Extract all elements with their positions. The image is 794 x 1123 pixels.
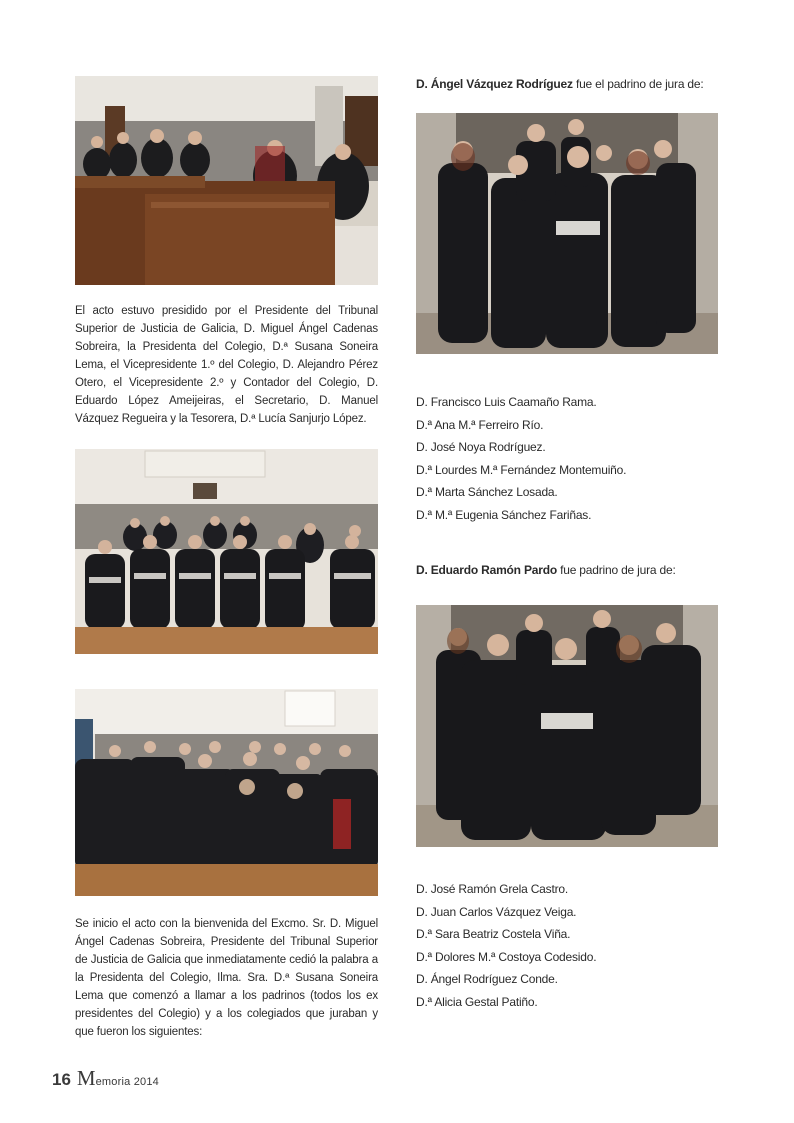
group-2-names (416, 878, 596, 1014)
list-item: D.ª Lourdes M.ª Fernández Montemuiño. (416, 462, 627, 477)
list-item: D. Juan Carlos Vázquez Veiga. (416, 904, 577, 919)
list-item: D. Francisco Luis Caamaño Rama. (416, 395, 597, 409)
heading-padrino-2 (416, 563, 676, 577)
list-item: D.ª Alicia Gestal Patiño. (416, 994, 538, 1009)
paragraph-presidency: El acto estuvo presidido por el Presidente del Tribunal Superior de Justicia de Galicia, D. Miguel Ángel Cadenas Sobreira, la Presidenta del Colegio, D.ª Susana Soneira Lema, el Vicepresidente 1.º del Colegio, D. Alejandro Pérez Otero, el Vicepresidente 2.º y Contador del Colegio, D. Eduardo López Ameijeiras, el Secretario, D. Manuel Vázquez Regueira y la Tesorera, D.ª Lucía Sanjurjo López. (75, 305, 378, 425)
list-item: D.ª Marta Sánchez Losada. (416, 485, 558, 500)
list-item: D. José Ramón Grela Castro. (416, 882, 568, 896)
paragraph-ceremony-start: Se inicio el acto con la bienvenida del Excmo. Sr. D. Miguel Ángel Cadenas Sobreira, Presidente del Tribunal Superior de Justicia de Galicia que inmediatamente cedió la palabra a la Presidenta del Colegio, Ilma. Sra. D.ª Susana Soneira Lema que comenzó a llamar a los padrinos (todos los ex presidentes del Colegio) y a los colegiados que juraban y que fueron los siguientes: (75, 918, 378, 1038)
publication-title: emoria 2014 (95, 1076, 159, 1088)
group-1-names (416, 391, 626, 527)
page-number: 16 (52, 1070, 71, 1089)
padrino-1-name: D. Ángel Vázquez Rodríguez (416, 77, 573, 91)
photo-presiding-table (75, 76, 378, 285)
photo-group-2 (416, 605, 718, 847)
list-item: D.ª Sara Beatriz Costela Viña. (416, 927, 571, 942)
photo-audience (75, 689, 378, 896)
padrino-2-name: D. Eduardo Ramón Pardo (416, 563, 557, 577)
photo-former-presidents (75, 449, 378, 654)
list-item: D.ª M.ª Eugenia Sánchez Fariñas. (416, 507, 592, 522)
publication-initial: M (76, 1066, 96, 1090)
list-item: D. José Noya Rodríguez. (416, 440, 546, 455)
list-item: D.ª Ana M.ª Ferreiro Río. (416, 417, 544, 432)
padrino-1-suffix: fue el padrino de jura de: (572, 77, 704, 91)
heading-padrino-1 (416, 77, 704, 91)
photo-group-1 (416, 113, 718, 354)
list-item: D.ª Dolores M.ª Costoya Codesido. (416, 949, 597, 964)
list-item: D. Ángel Rodríguez Conde. (416, 972, 558, 987)
page-footer (52, 1066, 159, 1090)
padrino-2-suffix: fue padrino de jura de: (556, 563, 676, 577)
